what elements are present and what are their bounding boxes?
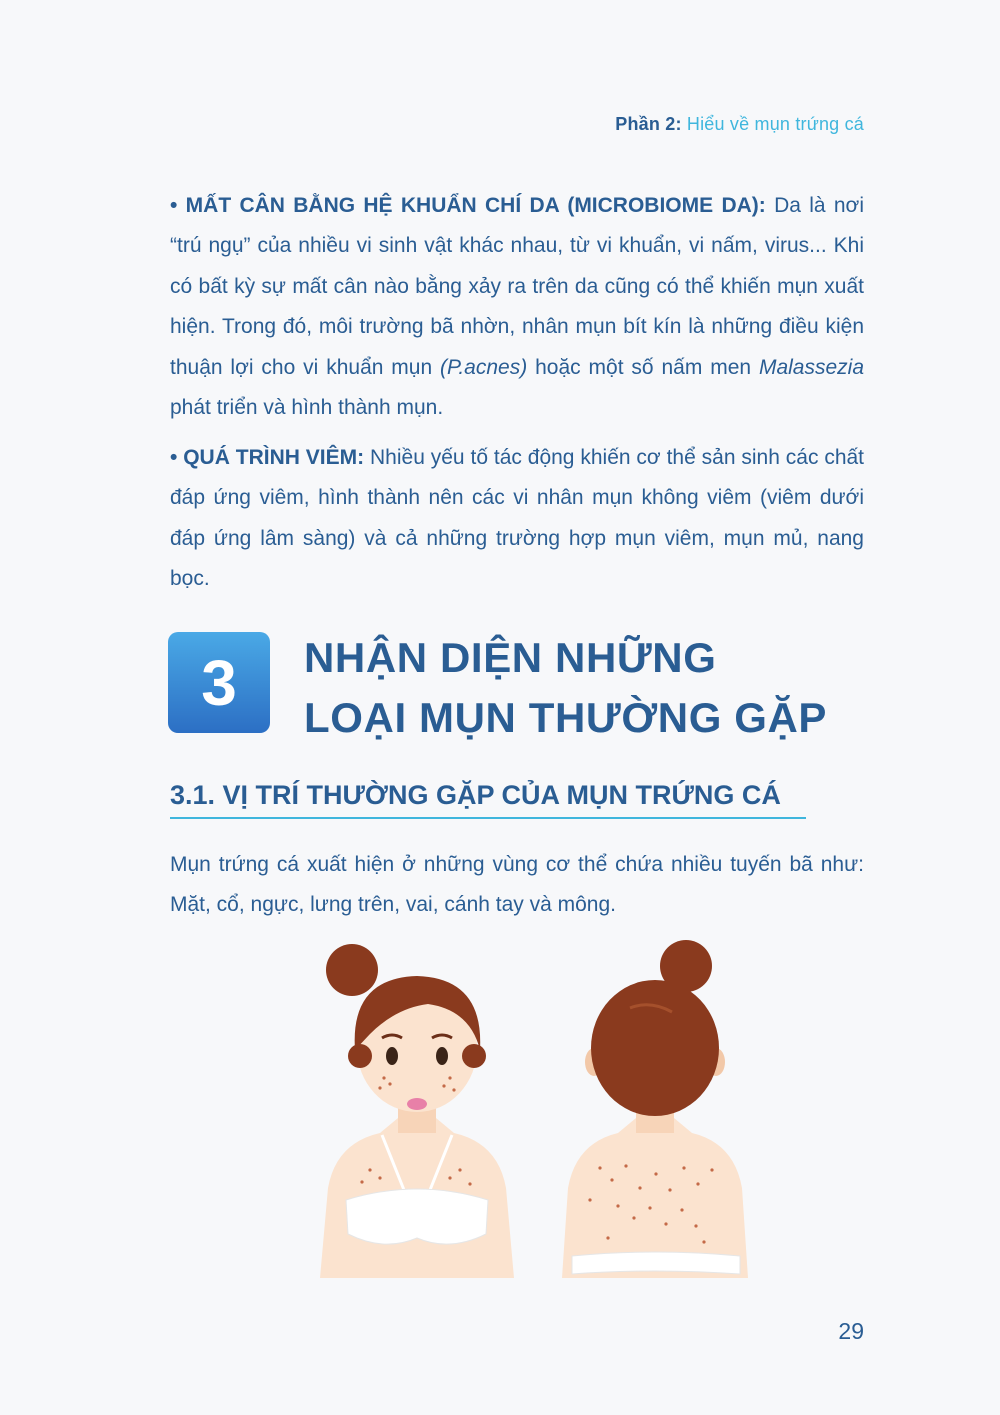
paragraph-text: Da là nơi “trú ngụ” của nhiều vi sinh vật khác nhau, từ vi khuẩn, vi nấm, virus... Khi có bất kỳ sự mất cân nào bằng xảy ra trên da cũng có thể khiến mụn xuất hiện. Trong đó, môi trường bã nhờn, nhân mụn bít kín là những điều kiện thuận lợi cho vi khuẩn mụn: [170, 194, 864, 379]
italic-term: (P.acnes): [440, 355, 528, 379]
chapter-title-line: NHẬN DIỆN NHỮNG: [304, 634, 717, 681]
bullet-heading-microbiome: • MẤT CÂN BẰNG HỆ KHUẨN CHÍ DA (MICROBIOME DA):: [170, 194, 766, 217]
page-number: 29: [838, 1318, 864, 1344]
section-heading: 3.1. VỊ TRÍ THƯỜNG GẶP CỦA MỤN TRỨNG CÁ: [170, 780, 806, 819]
part-label: Phần 2:: [615, 114, 682, 134]
part-title: Hiểu về mụn trứng cá: [681, 114, 864, 134]
chapter-title: [304, 628, 827, 748]
front-figure: [320, 944, 514, 1278]
paragraph-microbiome: [170, 186, 864, 428]
acne-locations-illustration: [300, 938, 760, 1278]
running-header: [615, 114, 864, 135]
back-figure: [562, 940, 748, 1278]
paragraph-inflammation: [170, 438, 864, 600]
paragraph-text: phát triển và hình thành mụn.: [170, 396, 444, 420]
bullet-heading-inflammation: • QUÁ TRÌNH VIÊM:: [170, 446, 365, 469]
chapter-title-line: LOẠI MỤN THƯỜNG GẶP: [304, 694, 828, 741]
paragraph-text: hoặc một số nấm men: [527, 355, 759, 379]
paragraph-text: Nhiều yếu tố tác động khiến cơ thể sản sinh các chất đáp ứng viêm, hình thành nên các vi nhân mụn không viêm (viêm dưới đáp ứng lâm sàng) và cả những trường hợp mụn viêm, mụn mủ, nang bọc.: [170, 446, 865, 591]
italic-term: Malassezia: [758, 355, 864, 379]
chapter-number-badge: 3: [168, 632, 270, 733]
paragraph-locations: Mụn trứng cá xuất hiện ở những vùng cơ thể chứa nhiều tuyến bã như: Mặt, cổ, ngực, lưng trên, vai, cánh tay và mông.: [170, 853, 864, 917]
